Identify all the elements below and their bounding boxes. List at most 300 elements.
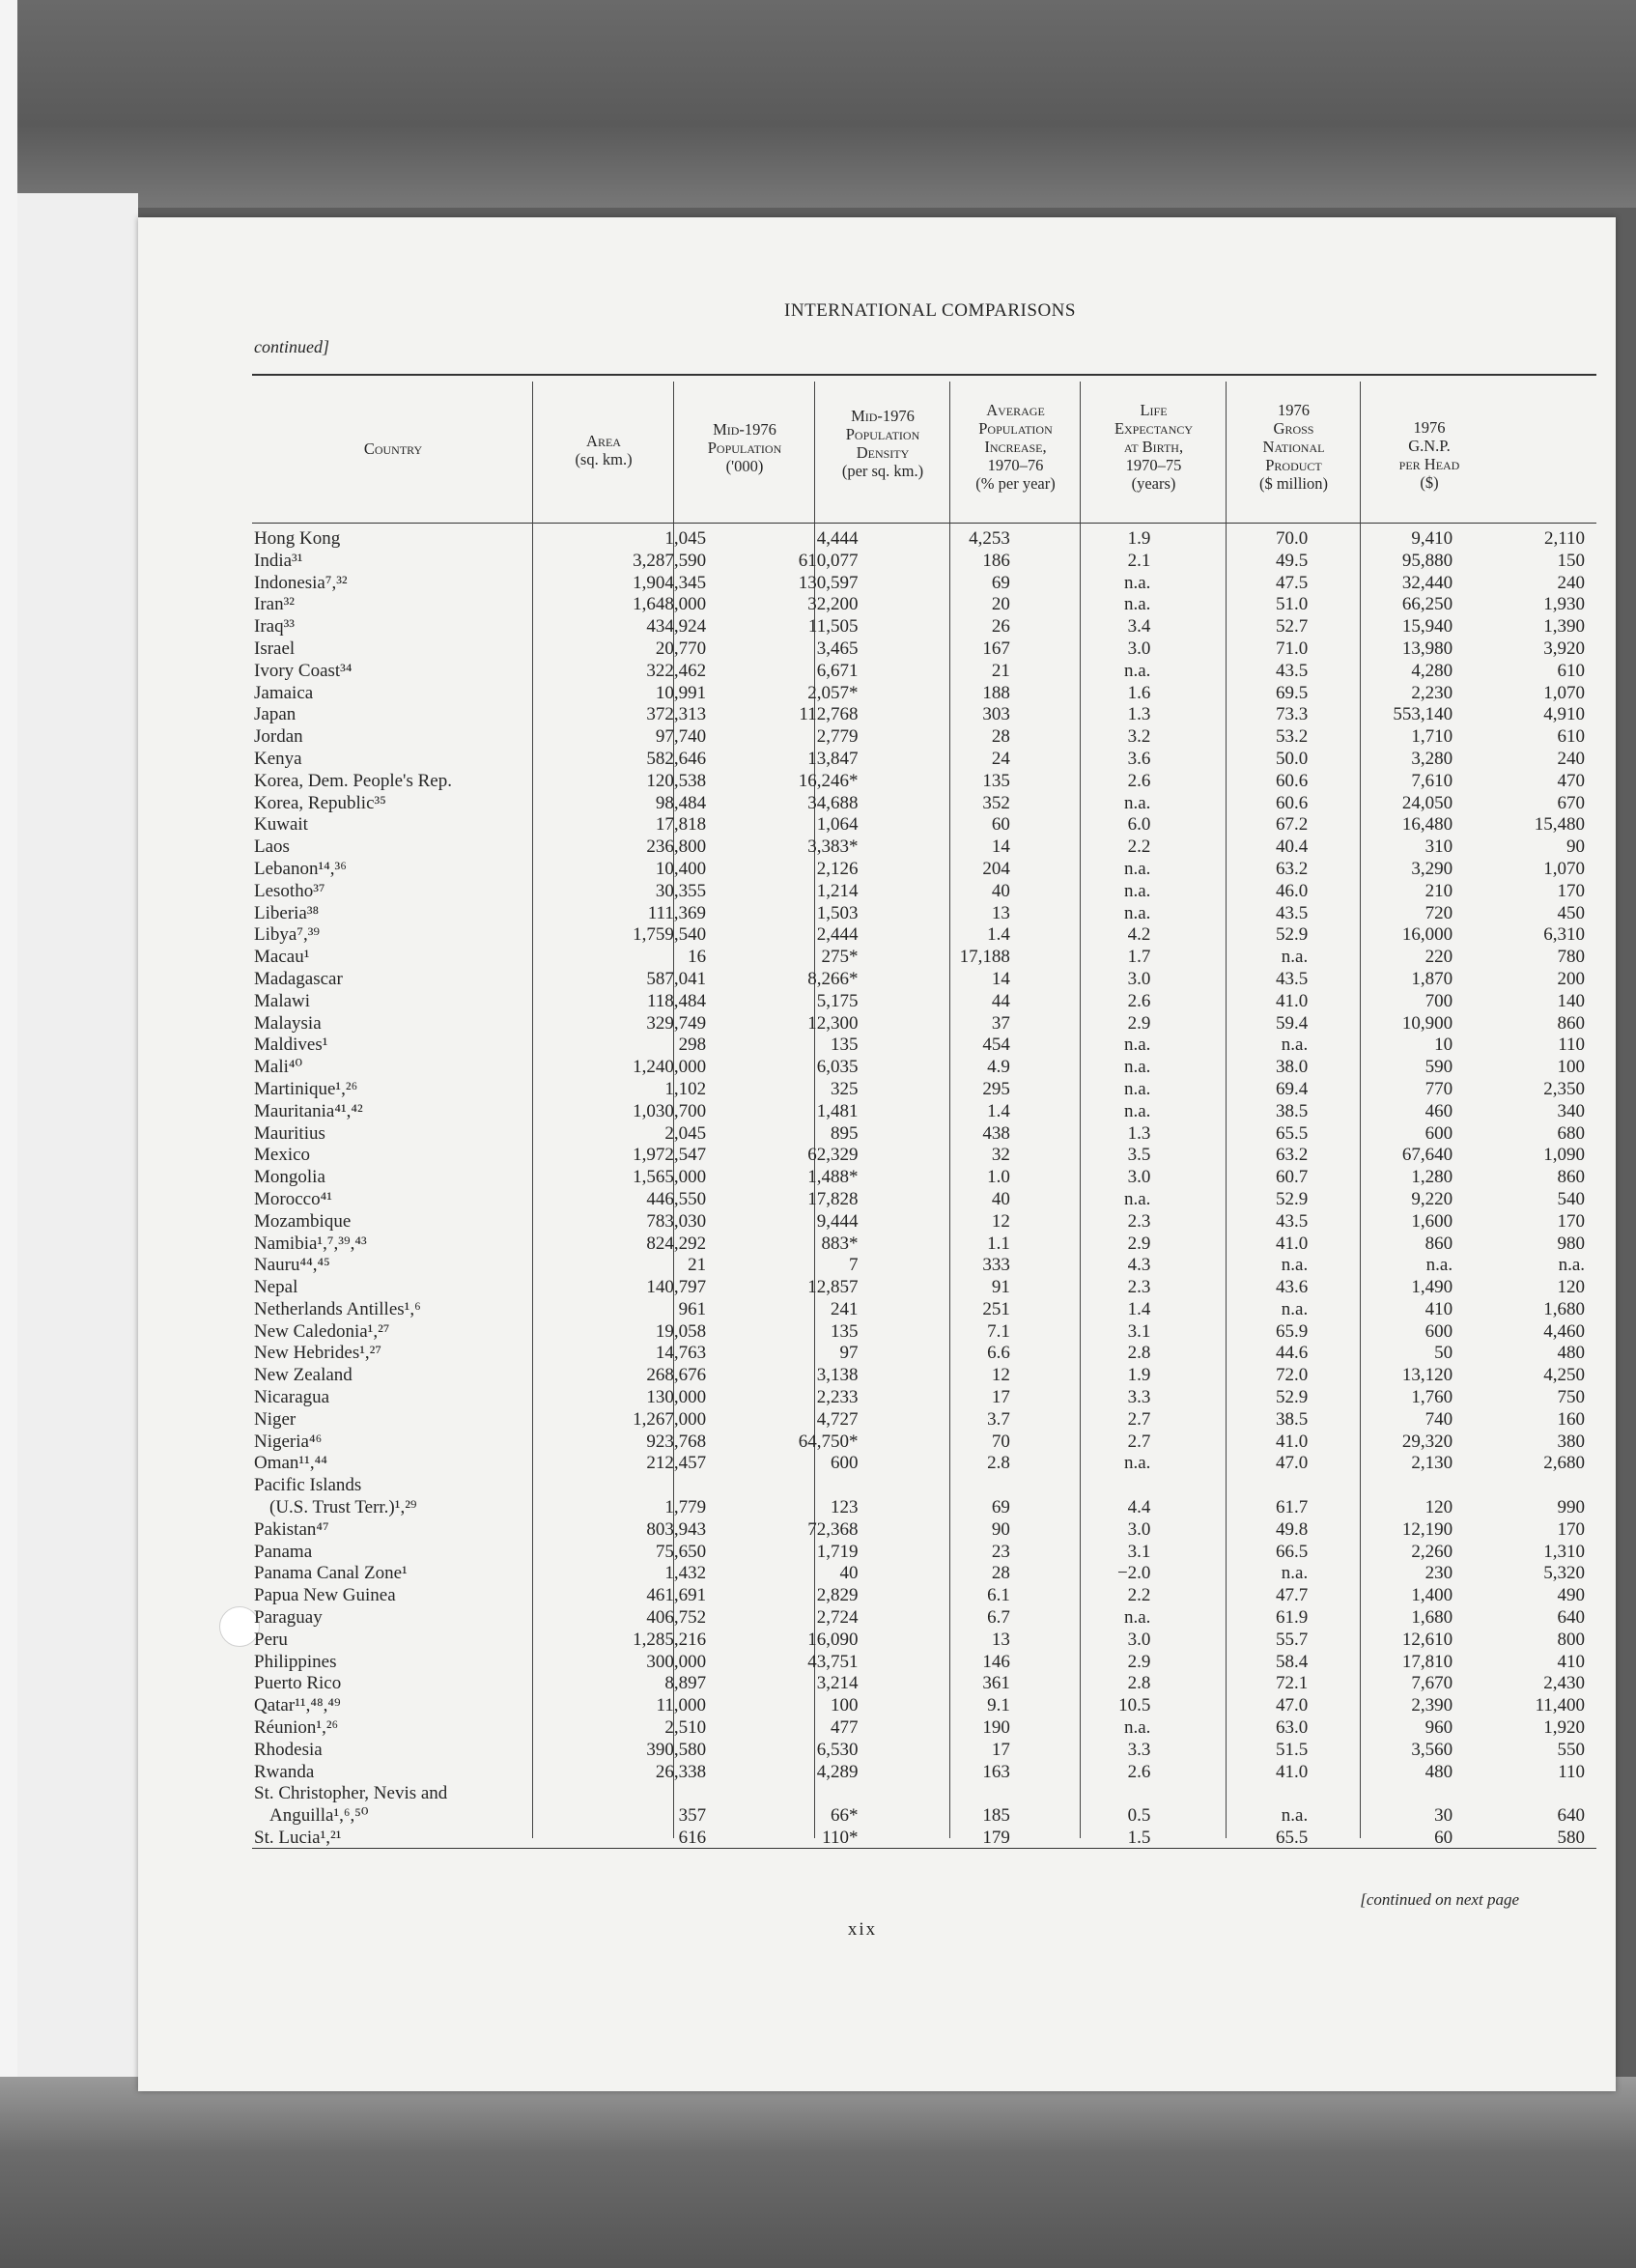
cell-text: 37 bbox=[991, 1012, 1010, 1034]
cell-increase bbox=[1010, 771, 1151, 793]
cell-density bbox=[858, 551, 1009, 573]
cell-text: 1,490 bbox=[1411, 1277, 1453, 1298]
table-row bbox=[252, 1189, 1585, 1211]
cell-text: 204 bbox=[982, 858, 1010, 879]
table-row bbox=[252, 1673, 1585, 1695]
table-row bbox=[252, 1453, 1585, 1475]
cell-increase bbox=[1010, 947, 1151, 969]
cell-text: 2.2 bbox=[1127, 1585, 1151, 1606]
cell-text: 90 bbox=[991, 1518, 1010, 1540]
cell-gnp bbox=[1308, 1035, 1453, 1057]
cell-life bbox=[1150, 969, 1308, 991]
table-row bbox=[252, 969, 1585, 991]
cell-gnp-head bbox=[1453, 947, 1585, 969]
cell-gnp bbox=[1308, 1453, 1453, 1475]
cell-text: Papua New Guinea bbox=[254, 1585, 396, 1606]
cell-text: 2,680 bbox=[1543, 1453, 1585, 1474]
cell-area bbox=[554, 969, 706, 991]
cell-text: 2,444 bbox=[816, 924, 859, 946]
cell-country bbox=[252, 1035, 554, 1057]
table-row bbox=[252, 1805, 1585, 1828]
cell-density bbox=[858, 1167, 1009, 1189]
cell-life bbox=[1150, 1255, 1308, 1277]
cell-text: 1,240,000 bbox=[633, 1057, 707, 1078]
cell-life bbox=[1150, 594, 1308, 616]
cell-text: Peru bbox=[254, 1629, 288, 1650]
table-body bbox=[252, 528, 1585, 1850]
cell-text: 3.2 bbox=[1127, 726, 1151, 748]
cell-life bbox=[1150, 1233, 1308, 1256]
cell-area bbox=[554, 551, 706, 573]
cell-text: 2.9 bbox=[1127, 1012, 1151, 1034]
cell-density bbox=[858, 1035, 1009, 1057]
cell-gnp bbox=[1308, 528, 1453, 551]
cell-text: 470 bbox=[1557, 770, 1585, 791]
cell-text: 990 bbox=[1557, 1497, 1585, 1518]
cell-population bbox=[706, 1519, 858, 1542]
cell-density bbox=[858, 1211, 1009, 1233]
cell-text: 3,920 bbox=[1543, 638, 1585, 659]
cell-text: 582,646 bbox=[646, 748, 707, 769]
cell-text: 51.0 bbox=[1275, 594, 1309, 615]
cell-text: 120,538 bbox=[646, 770, 707, 791]
cell-text: 3.5 bbox=[1127, 1145, 1151, 1166]
cell-text: 66.5 bbox=[1275, 1541, 1309, 1562]
cell-text: Malawi bbox=[254, 990, 311, 1011]
table-row bbox=[252, 881, 1585, 903]
cell-life bbox=[1150, 947, 1308, 969]
cell-gnp bbox=[1308, 1321, 1453, 1344]
cell-gnp-head bbox=[1453, 1343, 1585, 1365]
cell-increase bbox=[1010, 1805, 1151, 1828]
cell-text: 2,390 bbox=[1411, 1695, 1453, 1716]
cell-text: Mexico bbox=[254, 1145, 311, 1166]
cell-density bbox=[858, 1432, 1009, 1454]
cell-text: 3.7 bbox=[987, 1408, 1010, 1430]
cell-density bbox=[858, 1542, 1009, 1564]
cell-text: 66* bbox=[830, 1805, 859, 1827]
cell-life bbox=[1150, 528, 1308, 551]
cell-text: 30 bbox=[1434, 1805, 1453, 1827]
cell-text: 1,214 bbox=[816, 880, 859, 901]
cell-area bbox=[554, 661, 706, 683]
cell-text: Réunion¹,²⁶ bbox=[254, 1717, 339, 1739]
cell-gnp bbox=[1308, 726, 1453, 749]
cell-population bbox=[706, 749, 858, 771]
cell-gnp-head bbox=[1453, 814, 1585, 836]
cell-text: 3,214 bbox=[816, 1673, 859, 1694]
cell-text: 1.7 bbox=[1127, 947, 1151, 968]
cell-country bbox=[252, 1387, 554, 1409]
cell-text: Mozambique bbox=[254, 1210, 352, 1232]
cell-text: 1,779 bbox=[664, 1497, 707, 1518]
cell-population bbox=[706, 1432, 858, 1454]
cell-text: 4.2 bbox=[1127, 924, 1151, 946]
cell-text: n.a. bbox=[1123, 1035, 1151, 1056]
cell-text: 434,924 bbox=[646, 616, 707, 638]
cell-text: 14 bbox=[991, 968, 1010, 989]
column-header-area bbox=[534, 432, 673, 468]
cell-text: 1,719 bbox=[816, 1541, 859, 1562]
cell-density bbox=[858, 1365, 1009, 1387]
cell-text: 340 bbox=[1557, 1100, 1585, 1121]
cell-text: 438 bbox=[982, 1122, 1010, 1144]
cell-life bbox=[1150, 1673, 1308, 1695]
cell-text: 3.0 bbox=[1127, 1629, 1151, 1650]
cell-gnp bbox=[1308, 1652, 1453, 1674]
cell-text: 1.6 bbox=[1127, 682, 1151, 703]
cell-country bbox=[252, 749, 554, 771]
cell-text: 2,350 bbox=[1543, 1078, 1585, 1099]
cell-text: 1.0 bbox=[987, 1167, 1010, 1188]
cell-population bbox=[706, 638, 858, 661]
cell-increase bbox=[1010, 704, 1151, 726]
cell-text: n.a. bbox=[1123, 594, 1151, 615]
cell-increase bbox=[1010, 1497, 1151, 1519]
table-row bbox=[252, 1035, 1585, 1057]
cell-text: 52.9 bbox=[1275, 1387, 1309, 1408]
cell-text: 51.5 bbox=[1275, 1739, 1309, 1760]
cell-life bbox=[1150, 726, 1308, 749]
cell-gnp-head bbox=[1453, 1607, 1585, 1630]
table-row bbox=[252, 1607, 1585, 1630]
cell-life bbox=[1150, 1740, 1308, 1762]
cell-population bbox=[706, 1035, 858, 1057]
cell-text: 91 bbox=[991, 1277, 1010, 1298]
column-header-line: Average bbox=[986, 401, 1045, 419]
cell-gnp bbox=[1308, 1563, 1453, 1585]
cell-population bbox=[706, 616, 858, 638]
table-row bbox=[252, 1475, 1585, 1497]
cell-text: Kenya bbox=[254, 748, 302, 769]
cell-text: 1,972,547 bbox=[633, 1145, 707, 1166]
cell-text: 670 bbox=[1557, 792, 1585, 813]
cell-area bbox=[554, 771, 706, 793]
cell-text: 16,246* bbox=[798, 770, 859, 791]
cell-population bbox=[706, 1673, 858, 1695]
cell-density bbox=[858, 1563, 1009, 1585]
cell-text: 70 bbox=[991, 1431, 1010, 1452]
cell-increase bbox=[1010, 1783, 1151, 1805]
cell-life bbox=[1150, 1277, 1308, 1299]
cell-text: n.a. bbox=[1123, 902, 1151, 923]
cell-gnp bbox=[1308, 1585, 1453, 1607]
cell-text: 43.5 bbox=[1275, 902, 1309, 923]
cell-area bbox=[554, 726, 706, 749]
cell-area bbox=[554, 1079, 706, 1101]
cell-country bbox=[252, 1542, 554, 1564]
cell-area bbox=[554, 1211, 706, 1233]
cell-text: 97,740 bbox=[655, 726, 707, 748]
cell-area bbox=[554, 1277, 706, 1299]
cell-text: 2,230 bbox=[1411, 682, 1453, 703]
cell-text: 3,383* bbox=[807, 836, 859, 858]
cell-gnp-head bbox=[1453, 683, 1585, 705]
cell-area bbox=[554, 1365, 706, 1387]
cell-text: 41.0 bbox=[1275, 1233, 1309, 1254]
cell-country bbox=[252, 859, 554, 881]
cell-gnp bbox=[1308, 1299, 1453, 1321]
column-header-line: Population bbox=[845, 425, 920, 443]
cell-increase bbox=[1010, 1519, 1151, 1542]
cell-life bbox=[1150, 1321, 1308, 1344]
cell-gnp-head bbox=[1453, 616, 1585, 638]
cell-area bbox=[554, 1101, 706, 1123]
cell-country bbox=[252, 573, 554, 595]
header-bottom-rule bbox=[252, 523, 1596, 524]
cell-life bbox=[1150, 1365, 1308, 1387]
cell-text: 32,200 bbox=[807, 594, 859, 615]
cell-text: 75,650 bbox=[655, 1541, 707, 1562]
cell-life bbox=[1150, 836, 1308, 859]
cell-text: 64,750* bbox=[798, 1431, 859, 1452]
cell-gnp-head bbox=[1453, 1233, 1585, 1256]
cell-text: 275* bbox=[821, 947, 859, 968]
cell-country bbox=[252, 704, 554, 726]
cell-country bbox=[252, 1497, 554, 1519]
cell-text: 1,710 bbox=[1411, 726, 1453, 748]
cell-text: 325 bbox=[830, 1078, 859, 1099]
cell-country bbox=[252, 1762, 554, 1784]
cell-text: 236,800 bbox=[646, 836, 707, 858]
table-row bbox=[252, 704, 1585, 726]
column-header-line: Life bbox=[1140, 401, 1168, 419]
cell-area bbox=[554, 1805, 706, 1828]
cell-gnp bbox=[1308, 969, 1453, 991]
cell-gnp bbox=[1308, 903, 1453, 925]
cell-gnp bbox=[1308, 1387, 1453, 1409]
cell-gnp bbox=[1308, 1497, 1453, 1519]
cell-text: 1,030,700 bbox=[633, 1100, 707, 1121]
cell-population bbox=[706, 1542, 858, 1564]
cell-gnp bbox=[1308, 704, 1453, 726]
cell-text: 7,610 bbox=[1411, 770, 1453, 791]
table-row bbox=[252, 1542, 1585, 1564]
table-row bbox=[252, 594, 1585, 616]
cell-gnp-head bbox=[1453, 1123, 1585, 1146]
scan-left-margin bbox=[0, 0, 17, 2268]
cell-text: Niger bbox=[254, 1408, 296, 1430]
column-header-line: Mid-1976 bbox=[713, 420, 776, 439]
cell-life bbox=[1150, 1695, 1308, 1717]
cell-density bbox=[858, 1255, 1009, 1277]
cell-text: 3.0 bbox=[1127, 638, 1151, 659]
cell-country bbox=[252, 661, 554, 683]
cell-text: 600 bbox=[1424, 1320, 1453, 1342]
cell-text: 477 bbox=[830, 1717, 859, 1739]
column-header-line: (years) bbox=[1131, 474, 1176, 493]
cell-population bbox=[706, 1321, 858, 1344]
cell-density bbox=[858, 638, 1009, 661]
cell-text: 28 bbox=[991, 726, 1010, 748]
cell-text: 19,058 bbox=[655, 1320, 707, 1342]
cell-text: 2,510 bbox=[664, 1717, 707, 1739]
table-row bbox=[252, 1519, 1585, 1542]
cell-density bbox=[858, 947, 1009, 969]
cell-text: 15,940 bbox=[1401, 616, 1453, 638]
cell-text: 268,676 bbox=[646, 1365, 707, 1386]
cell-density bbox=[858, 1277, 1009, 1299]
cell-text: 770 bbox=[1424, 1078, 1453, 1099]
cell-text: 170 bbox=[1557, 1210, 1585, 1232]
cell-text: 2.6 bbox=[1127, 990, 1151, 1011]
cell-text: 6.1 bbox=[987, 1585, 1010, 1606]
cell-text: 446,550 bbox=[646, 1188, 707, 1209]
table-row bbox=[252, 528, 1585, 551]
cell-population bbox=[706, 1607, 858, 1630]
cell-population bbox=[706, 1057, 858, 1079]
cell-text: 600 bbox=[1424, 1122, 1453, 1144]
cell-text: Qatar¹¹,⁴⁸,⁴⁹ bbox=[254, 1695, 341, 1716]
cell-text: 2,724 bbox=[816, 1607, 859, 1629]
cell-gnp-head bbox=[1453, 704, 1585, 726]
column-header-gnp_head bbox=[1362, 418, 1497, 492]
cell-text: 553,140 bbox=[1393, 704, 1453, 725]
cell-text: 1,481 bbox=[816, 1100, 859, 1121]
cell-text: 980 bbox=[1557, 1233, 1585, 1254]
cell-text: 610 bbox=[1557, 726, 1585, 748]
table-row bbox=[252, 1387, 1585, 1409]
cell-text: 17 bbox=[991, 1387, 1010, 1408]
cell-gnp-head bbox=[1453, 1277, 1585, 1299]
cell-population bbox=[706, 814, 858, 836]
scan-top-shadow bbox=[0, 0, 1636, 208]
cell-text: 12 bbox=[991, 1210, 1010, 1232]
cell-text: 13,980 bbox=[1401, 638, 1453, 659]
cell-country bbox=[252, 1013, 554, 1035]
cell-text: 3.0 bbox=[1127, 1167, 1151, 1188]
table-row bbox=[252, 1762, 1585, 1784]
cell-text: 923,768 bbox=[646, 1431, 707, 1452]
table-row bbox=[252, 1652, 1585, 1674]
cell-text: 72.0 bbox=[1275, 1365, 1309, 1386]
cell-text: Laos bbox=[254, 836, 290, 858]
cell-gnp-head bbox=[1453, 859, 1585, 881]
page-number: xix bbox=[847, 1919, 878, 1940]
cell-text: 1,488* bbox=[807, 1167, 859, 1188]
column-header-life bbox=[1082, 401, 1226, 493]
cell-text: 7.1 bbox=[987, 1320, 1010, 1342]
cell-text: 352 bbox=[982, 792, 1010, 813]
cell-text: 23 bbox=[991, 1541, 1010, 1562]
cell-country bbox=[252, 1123, 554, 1146]
cell-text: Paraguay bbox=[254, 1607, 323, 1629]
cell-text: 550 bbox=[1557, 1739, 1585, 1760]
table-row bbox=[252, 1321, 1585, 1344]
cell-area bbox=[554, 1013, 706, 1035]
cell-population bbox=[706, 683, 858, 705]
cell-text: Rhodesia bbox=[254, 1739, 323, 1760]
column-header-line: ('000) bbox=[725, 457, 764, 475]
table-row bbox=[252, 661, 1585, 683]
cell-density bbox=[858, 1652, 1009, 1674]
cell-text: 21 bbox=[688, 1255, 707, 1276]
cell-text: Panama Canal Zone¹ bbox=[254, 1563, 408, 1584]
cell-increase bbox=[1010, 1673, 1151, 1695]
cell-text: 1,064 bbox=[816, 814, 859, 836]
cell-life bbox=[1150, 704, 1308, 726]
cell-area bbox=[554, 991, 706, 1013]
cell-text: 62,329 bbox=[807, 1145, 859, 1166]
cell-gnp bbox=[1308, 1717, 1453, 1740]
cell-text: Madagascar bbox=[254, 968, 343, 989]
table-row bbox=[252, 551, 1585, 573]
cell-gnp-head bbox=[1453, 1740, 1585, 1762]
cell-text: Mongolia bbox=[254, 1167, 325, 1188]
cell-life bbox=[1150, 1607, 1308, 1630]
cell-gnp bbox=[1308, 638, 1453, 661]
cell-density bbox=[858, 1475, 1009, 1497]
cell-population bbox=[706, 1717, 858, 1740]
cell-text: 4,280 bbox=[1411, 660, 1453, 681]
cell-area bbox=[554, 924, 706, 947]
cell-text: 2,779 bbox=[816, 726, 859, 748]
cell-text: 14,763 bbox=[655, 1343, 707, 1364]
cell-text: n.a. bbox=[1281, 1563, 1309, 1584]
cell-increase bbox=[1010, 616, 1151, 638]
cell-text: 3.1 bbox=[1127, 1541, 1151, 1562]
table-row bbox=[252, 836, 1585, 859]
cell-text: 26 bbox=[991, 616, 1010, 638]
cell-area bbox=[554, 638, 706, 661]
cell-increase bbox=[1010, 1123, 1151, 1146]
table-row bbox=[252, 1497, 1585, 1519]
cell-gnp bbox=[1308, 616, 1453, 638]
cell-text: 146 bbox=[982, 1651, 1010, 1672]
cell-gnp bbox=[1308, 771, 1453, 793]
cell-country bbox=[252, 594, 554, 616]
cell-text: 60.7 bbox=[1275, 1167, 1309, 1188]
cell-text: Iran³² bbox=[254, 594, 295, 615]
cell-gnp bbox=[1308, 1805, 1453, 1828]
cell-text: 47.7 bbox=[1275, 1585, 1309, 1606]
cell-increase bbox=[1010, 1652, 1151, 1674]
cell-text: 13,847 bbox=[807, 748, 859, 769]
cell-gnp-head bbox=[1453, 1387, 1585, 1409]
cell-density bbox=[858, 1607, 1009, 1630]
cell-text: 200 bbox=[1557, 968, 1585, 989]
cell-life bbox=[1150, 1717, 1308, 1740]
cell-text: 135 bbox=[982, 770, 1010, 791]
column-header-population bbox=[675, 420, 814, 475]
cell-area bbox=[554, 1057, 706, 1079]
cell-text: 640 bbox=[1557, 1607, 1585, 1629]
cell-population bbox=[706, 1101, 858, 1123]
cell-text: 3,465 bbox=[816, 638, 859, 659]
table-row bbox=[252, 726, 1585, 749]
cell-text: n.a. bbox=[1425, 1255, 1453, 1276]
cell-text: 43.5 bbox=[1275, 968, 1309, 989]
cell-text: n.a. bbox=[1123, 572, 1151, 593]
cell-text: 12,190 bbox=[1401, 1518, 1453, 1540]
cell-text: 700 bbox=[1424, 990, 1453, 1011]
cell-area bbox=[554, 616, 706, 638]
cell-text: 72,368 bbox=[807, 1518, 859, 1540]
cell-gnp bbox=[1308, 836, 1453, 859]
cell-text: Iraq³³ bbox=[254, 616, 295, 638]
table-row bbox=[252, 1828, 1585, 1850]
cell-text: Lebanon¹⁴,³⁶ bbox=[254, 858, 347, 879]
cell-text: 490 bbox=[1557, 1585, 1585, 1606]
table-row bbox=[252, 1630, 1585, 1652]
table-row bbox=[252, 1299, 1585, 1321]
cell-text: 6,530 bbox=[816, 1739, 859, 1760]
cell-text: 1.4 bbox=[987, 924, 1010, 946]
cell-text: 130,597 bbox=[798, 572, 859, 593]
cell-population bbox=[706, 1145, 858, 1167]
column-header-line: Gross bbox=[1273, 419, 1314, 438]
cell-text: 6.6 bbox=[987, 1343, 1010, 1364]
